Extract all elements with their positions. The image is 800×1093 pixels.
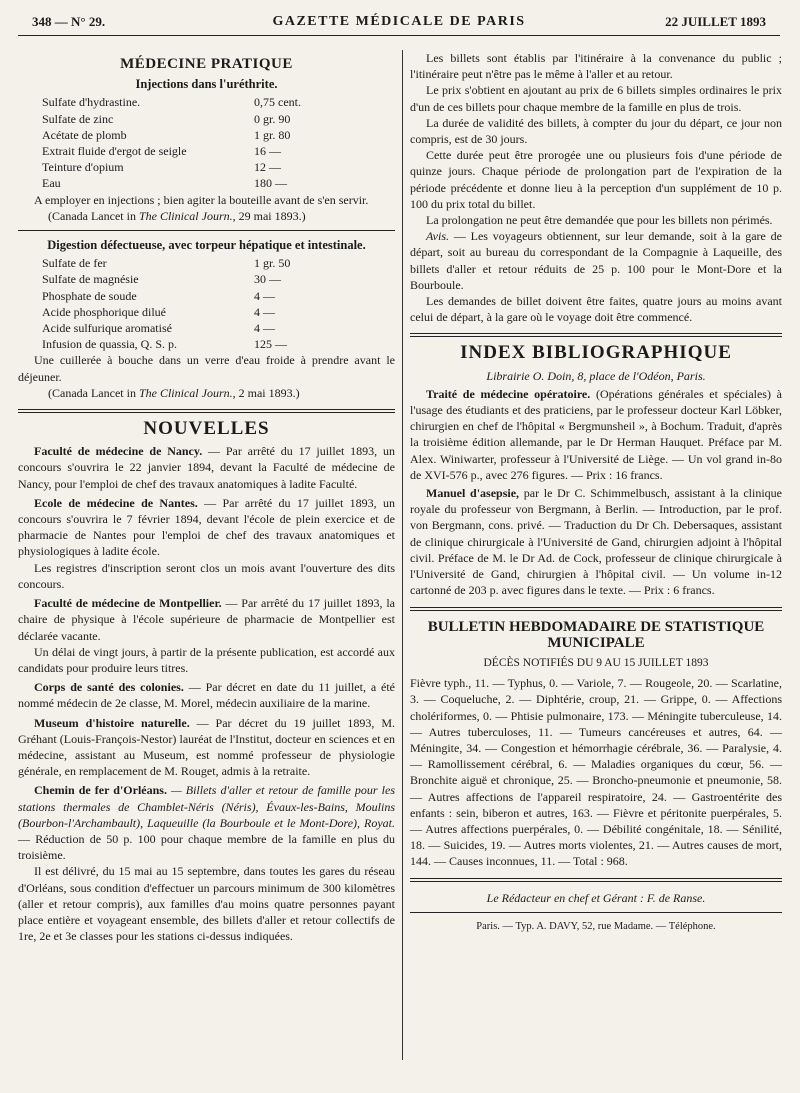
ingredient-name: Extrait fluide d'ergot de seigle [42, 144, 187, 159]
double-rule-divider [18, 409, 395, 413]
publisher-line: Librairie O. Doin, 8, place de l'Odéon, Paris. [486, 368, 706, 383]
prescription-instructions: A employer en injections ; bien agiter la bouteille avant de s'en servir. [34, 192, 369, 207]
notice-paragraph: Le prix s'obtient en ajoutant au prix de 6 billets simples ordinaires le prix d'un de ces billets pour chaque membre de la famille en plus de trois. [410, 83, 782, 114]
notice-paragraph: La durée de validité des billets, à compter du jour du départ, ce jour non compris, est de 30 jours. [410, 115, 782, 147]
prescription-row [42, 94, 301, 110]
editor-signature: Le Rédacteur en chef et Gérant : F. de Ranse. [486, 890, 706, 905]
news-paragraph: Il est délivré, du 15 mai au 15 septembre, dans toutes les gares du réseau d'Orléans, sous condition d'effectuer un parcours minimum de 300 kilomètres (aller et retour compris), aux familles d'au moins quatre personnes payant place entière et voyageant ensemble, des billets d'aller et retour collectifs de 1re, 2e et 3e classes pour les stations ci-dessus indiquées. [18, 864, 395, 944]
ingredient-dose: 4 — [254, 288, 275, 303]
section-title-index-bibliographique: INDEX BIBLIOGRAPHIQUE [460, 342, 732, 364]
prescription-row [42, 320, 290, 336]
ingredient-dose: 16 — [254, 144, 281, 159]
page-number: 348 — N° 29. [32, 14, 106, 29]
double-rule-divider [410, 333, 782, 337]
ingredient-name: Sulfate de magnésie [42, 272, 139, 287]
ingredient-dose: 180 — [254, 176, 287, 191]
prescription-row [42, 159, 301, 175]
ingredient-dose: 30 — [254, 272, 281, 287]
ingredient-name: Eau [42, 176, 61, 191]
news-items [18, 443, 395, 779]
ingredient-name: Acide sulfurique aromatisé [42, 321, 172, 336]
ingredient-dose: 125 — [254, 337, 287, 352]
ingredient-dose: 0 gr. 90 [254, 111, 291, 126]
book-entry: Traité de médecine opératoire. (Opérations générales et spéciales) à l'usage des étudiants et des praticiens, par le professeur docteur Karl Löbker, chirurgien en chef de l'hôpital « Bergmunsheil », à Bochum. Traduit, d'après la troisième édition allemande, par le Dr Herman Hauquet. Préface par M. Alex. Winiwarter, professeur à l'Université de Liège. — Un vol grand in-8o de XVI-576 p., avec 276 figures. — Prix : 16 francs. [410, 386, 782, 482]
right-column [410, 50, 782, 935]
bulletin-title-line2: MUNICIPALE [547, 634, 645, 651]
prescription-table-injections [42, 94, 301, 191]
section-title-medecine-pratique: MÉDECINE PRATIQUE [120, 56, 293, 72]
prescription-source: (Canada Lancet in The Clinical Journ., 29 mai 1893.) [48, 208, 306, 223]
bulletin-subtitle: DÉCÈS NOTIFIÉS DU 9 AU 15 JUILLET 1893 [483, 656, 709, 669]
prescription-row [42, 143, 301, 159]
news-item: Ecole de médecine de Nantes. — Par arrêté du 17 juillet 1893, un concours s'ouvrira le 7 février 1894, devant l'école de plein exercice et de pharmacie de Nantes pour l'emploi de chef des travaux anatomiques et physiologiques à ladite école. [18, 495, 396, 559]
page-header [18, 10, 780, 36]
notice-paragraph: La prolongation ne peut être demandée que pour les billets non périmés. [426, 213, 773, 228]
ingredient-dose: 4 — [254, 321, 275, 336]
ingredient-dose: 1 gr. 80 [254, 127, 291, 142]
ingredient-name: Sulfate de zinc [42, 111, 114, 126]
notice-paragraph: Avis. — Les voyageurs obtiennent, sur leur demande, soit à la gare de départ, soit au bureau du correspondant de la Compagnie à Laqueille, des billets d'aller et retour réduits de 25 p. 100 pour le Mont-Dore et la Bourboule. [410, 229, 782, 292]
double-rule-divider [410, 878, 782, 882]
bulletin-statistics: Fièvre typh., 11. — Typhus, 0. — Variole, 7. — Rougeole, 20. — Scarlatine, 3. — Coqueluche, 2. — Diphtérie, croup, 21. — Grippe, 0. — Affections cholériformes, 0. — Phtisie pulmonaire, 173. — Méningite tuberculeuse, 14. — Autres tuberculoses, 11. — Tumeurs cancéreuses et autres, 64. — Méningite, 34. — Congestion et hémorrhagie cérébrale, 36. — Paralysie, 4. — Ramollissement cérébral, 6. — Maladies organiques du cœur, 56. — Bronchite aiguë et chronique, 25. — Broncho-pneumonie et pneumonie, 58. — Autres affections de l'appareil respiratoire, 24. — Gastroentérite des enfants : sein, biberon et autres, 163. — Fièvre et péritonite puerpérales, 5. — Autres affections puerpérales, 0. — Débilité congénitale, 18. — Sénilité, 18. — Suicides, 19. — Autres morts violentes, 21. — Autres causes de mort, 144. — Causes inconnues, 11. — Total : 968. [410, 676, 782, 869]
journal-title: GAZETTE MÉDICALE DE PARIS [272, 14, 526, 29]
news-item: Faculté de médecine de Nancy. — Par arrêté du 17 juillet 1893, un concours s'ouvrira le 22 janvier 1894, devant la Faculté de médecine de Nancy, pour l'emploi de chef des travaux anatomiques à ladite Faculté. [18, 444, 395, 491]
ingredient-name: Sulfate de fer [42, 256, 107, 271]
book-entry: Manuel d'asepsie, par le Dr C. Schimmelbusch, assistant à la clinique royale du professeur von Bergmann, à Berlin. — Introduction, par le prof. von Bergmann, cons. privé. — Traduction du Dr Ch. Debersaques, assistant de clinique chirurgicale à l'Université de Gand, chirurgien adjoint à l'hôpital civil. Préface de M. le Dr Ad. de Cock, professeur de clinique chirurgicale à l'Université de Gand, chirurgien à l'hôpital civil. — Un volume in-12 cartonné de 203 p. avec figures dans le texte. — Prix : 6 francs. [410, 486, 782, 598]
ingredient-name: Infusion de quassia, Q. S. p. [42, 337, 177, 352]
prescription-row [42, 127, 301, 143]
ingredient-name: Phosphate de soude [42, 288, 137, 303]
ingredient-dose: 12 — [254, 160, 281, 175]
ingredient-name: Acide phosphorique dilué [42, 304, 166, 319]
notice-paragraph: Cette durée peut être prorogée une ou plusieurs fois d'une période de quinze jours. Chaque période de prolongation part de l'expiration de la période précédente et donne lieu à la perception d'un supplément de 10 p. 100 du prix total du billet. [410, 148, 782, 211]
news-item: Faculté de médecine de Montpellier. — Par arrêté du 17 juillet 1893, la chaire de physique à l'école supérieure de pharmacie de Montpellier est déclarée vacante. [18, 596, 395, 643]
prescription-title-digestion: Digestion défectueuse, avec torpeur hépatique et intestinale. [47, 238, 366, 253]
prescription-row [42, 175, 301, 191]
ingredient-name: Acétate de plomb [42, 127, 127, 142]
section-title-nouvelles: NOUVELLES [143, 418, 270, 440]
ingredient-dose: 1 gr. 50 [254, 256, 291, 271]
prescription-title-injections: Injections dans l'uréthrite. [135, 77, 278, 92]
ingredient-name: Teinture d'opium [42, 160, 124, 175]
bulletin-title: BULLETIN HEBDOMADAIRE DE STATISTIQUE [427, 618, 765, 635]
notice-paragraph: Les billets sont établis par l'itinéraire à la convenance du public ; l'itinéraire peut n'être pas le même à l'aller et au retour. [410, 51, 782, 82]
prescription-row [42, 336, 290, 352]
prescription-instructions: Une cuillerée à bouche dans un verre d'eau froide à prendre avant le déjeuner. [18, 353, 395, 384]
prescription-row [42, 255, 290, 271]
prescription-source: (Canada Lancet in The Clinical Journ., 2 mai 1893.) [48, 385, 300, 400]
news-item: Museum d'histoire naturelle. — Par décret du 19 juillet 1893, M. Gréhant (Louis-François-Nestor) lauréat de l'Institut, docteur en sciences et en médecine, assistant au Museum, est nommé professeur de physiologie générale, en remplacement de M. Rouget, admis à la retraite. [18, 715, 395, 779]
prescription-row [42, 271, 290, 287]
news-item: Chemin de fer d'Orléans. — Billets d'aller et retour de famille pour les stations thermales de Chamblet-Néris (Néris), Évaux-les-Bains, Moulins (Bourbon-l'Archambault), Laqueuille (la Bourboule et le Mont-Dore), Royat. — Réduction de 50 p. 100 pour chaque membre de la famille en plus du troisième. [18, 783, 395, 863]
prescription-table-digestion [42, 255, 290, 352]
notice-paragraph: Les demandes de billet doivent être faites, quatre jours au moins avant celui de départ, à la gare où le voyage doit être commencé. [410, 294, 782, 325]
left-column [18, 50, 395, 944]
column-divider [402, 50, 403, 1060]
railway-notice-continued [410, 50, 782, 228]
news-item: Corps de santé des colonies. — Par décret en date du 11 juillet, a été nommé médecin de 2e classe, M. Morel, médecin auxiliaire de la marine. [18, 680, 396, 711]
divider [410, 912, 782, 913]
prescription-row [42, 304, 290, 320]
ingredient-dose: 0,75 cent. [254, 95, 301, 110]
prescription-row [42, 288, 290, 304]
ingredient-name: Sulfate d'hydrastine. [42, 95, 141, 110]
printer-imprint: Paris. — Typ. A. DAVY, 52, rue Madame. — Téléphone. [476, 920, 716, 932]
news-item: Un délai de vingt jours, à partir de la présente publication, est accordé aux candidats pour produire leurs titres. [18, 644, 395, 675]
divider [18, 230, 395, 231]
ingredient-dose: 4 — [254, 304, 275, 319]
prescription-row [42, 111, 301, 127]
double-rule-divider [410, 607, 782, 611]
news-item: Les registres d'inscription seront clos un mois avant l'ouverture des dits concours. [18, 560, 395, 591]
issue-date: 22 JUILLET 1893 [665, 14, 766, 29]
